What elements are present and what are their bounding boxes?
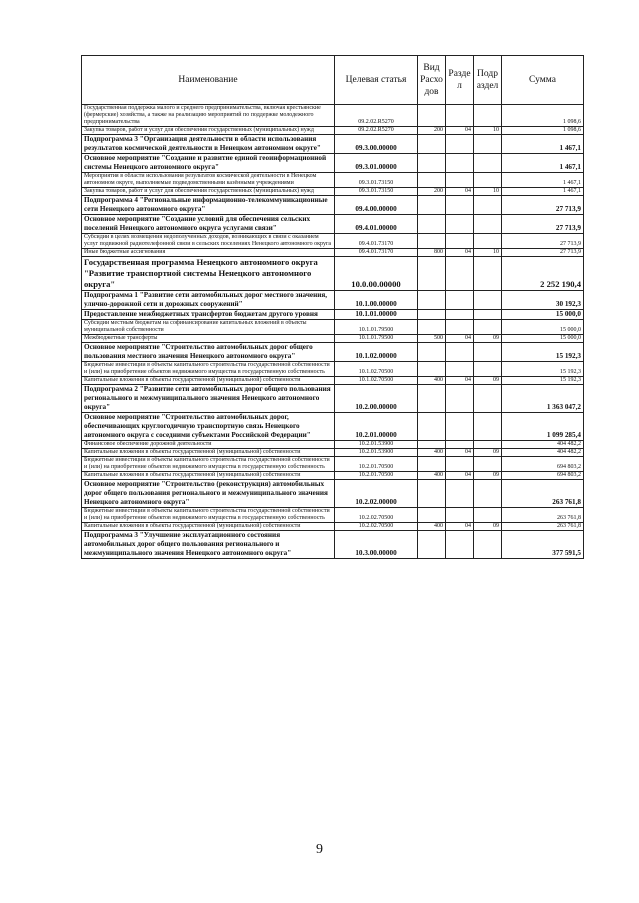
row-subsection [474, 173, 502, 188]
row-sum: 1 363 047,2 [502, 385, 584, 413]
row-sum: 1 098,6 [502, 127, 584, 135]
table-row [82, 480, 584, 508]
row-section: 04 [446, 523, 474, 531]
row-subsection [474, 457, 502, 472]
row-section [446, 508, 474, 523]
row-target: 10.1.01.79500 [335, 335, 418, 343]
row-type [418, 291, 446, 310]
row-sum: 15 000,0 [502, 335, 584, 343]
row-name: Основное мероприятие "Создание условий для обеспечения сельских поселений Ненецкого автономного округа услугами связи" [82, 215, 335, 234]
header-subsection: Подр аздел [474, 56, 502, 105]
table-row [82, 320, 584, 335]
row-sum: 1 467,1 [502, 188, 584, 196]
row-subsection [474, 291, 502, 310]
row-name: Подпрограмма 3 "Улучшение эксплуатационного состояния автомобильных дорог общего пользования регионального и межмуниципального значения Ненецкого автономного округа" [82, 531, 335, 559]
page-number: 9 [316, 842, 323, 857]
row-sum: 15 192,3 [502, 362, 584, 377]
row-section [446, 196, 474, 215]
row-section [446, 457, 474, 472]
row-target: 09.4.00.00000 [335, 196, 418, 215]
row-section: 04 [446, 127, 474, 135]
table-row [82, 310, 584, 320]
row-target: 09.3.01.73150 [335, 173, 418, 188]
table-row [82, 531, 584, 559]
row-sum: 263 761,8 [502, 523, 584, 531]
row-section: 04 [446, 377, 474, 385]
row-subsection [474, 441, 502, 449]
row-name: Государственная поддержка малого и среднего предпринимательства, включая крестьянские (фермерские) хозяйства, а также на реализацию мероприятий по поддержке молодежного предпринимательства [82, 105, 335, 127]
row-subsection [474, 135, 502, 154]
row-subsection [474, 413, 502, 441]
table-row [82, 249, 584, 257]
row-subsection [474, 531, 502, 559]
row-sum: 15 192,3 [502, 343, 584, 362]
row-type [418, 310, 446, 320]
table-row [82, 377, 584, 385]
row-name: Капитальные вложения в объекты государственной (муниципальной) собственности [82, 377, 335, 385]
row-name: Подпрограмма 1 "Развитие сети автомобильных дорог местного значения, улично-дорожной сети и дорожных сооружений" [82, 291, 335, 310]
row-section [446, 310, 474, 320]
row-name: Закупка товаров, работ и услуг для обеспечения государственных (муниципальных) нужд [82, 127, 335, 135]
row-name: Подпрограмма 3 "Организация деятельности в области использования результатов космической деятельности в Ненецком автономном округе" [82, 135, 335, 154]
row-type [418, 441, 446, 449]
row-subsection [474, 196, 502, 215]
row-type [418, 173, 446, 188]
row-type: 200 [418, 127, 446, 135]
row-target: 09.4.01.00000 [335, 215, 418, 234]
row-section [446, 234, 474, 249]
row-sum: 15 000,0 [502, 320, 584, 335]
row-name: Бюджетные инвестиции в объекты капитального строительства государственной собственности и (или) на приобретение объектов недвижимого имущества в государственную собственность [82, 457, 335, 472]
row-target: 10.2.01.53900 [335, 449, 418, 457]
table-row [82, 343, 584, 362]
row-type [418, 343, 446, 362]
row-target: 09.3.01.73150 [335, 188, 418, 196]
row-target: 09.2.02.R5270 [335, 105, 418, 127]
row-target: 10.2.01.53900 [335, 441, 418, 449]
row-subsection [474, 385, 502, 413]
row-section: 04 [446, 449, 474, 457]
row-name: Закупка товаров, работ и услуг для обеспечения государственных (муниципальных) нужд [82, 188, 335, 196]
row-target: 10.2.02.00000 [335, 480, 418, 508]
row-target: 09.3.01.00000 [335, 154, 418, 173]
row-target: 10.1.00.00000 [335, 291, 418, 310]
row-type: 400 [418, 472, 446, 480]
row-section [446, 105, 474, 127]
header-target: Целевая статья [335, 56, 418, 105]
row-subsection: 10 [474, 249, 502, 257]
row-subsection [474, 343, 502, 362]
row-sum: 1 467,1 [502, 173, 584, 188]
row-name: Иные бюджетные ассигнования [82, 249, 335, 257]
row-target: 10.3.00.00000 [335, 531, 418, 559]
table-row [82, 441, 584, 449]
row-name: Субсидии местным бюджетам на софинансирование капитальных вложений в объекты муниципальной собственности [82, 320, 335, 335]
row-target: 09.3.00.00000 [335, 135, 418, 154]
row-target: 09.4.01.73170 [335, 234, 418, 249]
row-section: 04 [446, 472, 474, 480]
table-row [82, 413, 584, 441]
row-sum: 27 713,9 [502, 215, 584, 234]
table-row [82, 291, 584, 310]
row-section [446, 531, 474, 559]
row-name: Бюджетные инвестиции в объекты капитального строительства государственной собственности и (или) на приобретение объектов недвижимого имущества в государственную собственность [82, 362, 335, 377]
row-type [418, 531, 446, 559]
table-row [82, 105, 584, 127]
row-subsection [474, 362, 502, 377]
row-type [418, 196, 446, 215]
row-type: 400 [418, 449, 446, 457]
row-subsection [474, 234, 502, 249]
row-sum: 1 467,1 [502, 154, 584, 173]
row-subsection [474, 320, 502, 335]
budget-table [81, 55, 584, 559]
row-name: Бюджетные инвестиции в объекты капитального строительства государственной собственности и (или) на приобретение объектов недвижимого имущества в государственную собственность [82, 508, 335, 523]
row-name: Предоставление межбюджетных трансфертов бюджетам другого уровня [82, 310, 335, 320]
row-section [446, 215, 474, 234]
table-body [82, 105, 584, 559]
row-subsection: 09 [474, 335, 502, 343]
row-sum: 2 252 190,4 [502, 257, 584, 291]
row-type [418, 508, 446, 523]
row-subsection [474, 215, 502, 234]
table-row [82, 215, 584, 234]
row-name: Капитальные вложения в объекты государственной (муниципальной) собственности [82, 472, 335, 480]
table-row [82, 508, 584, 523]
row-sum: 1 467,1 [502, 135, 584, 154]
table-row [82, 335, 584, 343]
row-type [418, 413, 446, 441]
row-type [418, 320, 446, 335]
row-target: 10.1.02.70500 [335, 362, 418, 377]
row-type: 800 [418, 249, 446, 257]
row-target: 10.1.01.79500 [335, 320, 418, 335]
row-subsection [474, 310, 502, 320]
row-type [418, 105, 446, 127]
table-row [82, 523, 584, 531]
row-section [446, 480, 474, 508]
row-section [446, 413, 474, 441]
table-row [82, 257, 584, 291]
row-subsection: 09 [474, 449, 502, 457]
header-name: Наименование [82, 56, 335, 105]
row-sum: 263 761,8 [502, 508, 584, 523]
row-target: 10.2.00.00000 [335, 385, 418, 413]
row-type: 500 [418, 335, 446, 343]
table-row [82, 196, 584, 215]
table-header-row [82, 56, 584, 105]
table-row [82, 472, 584, 480]
row-sum: 30 192,3 [502, 291, 584, 310]
row-type [418, 480, 446, 508]
row-subsection [474, 105, 502, 127]
row-type: 200 [418, 188, 446, 196]
row-sum: 404 482,2 [502, 441, 584, 449]
row-subsection: 09 [474, 377, 502, 385]
row-sum: 27 713,9 [502, 196, 584, 215]
row-sum: 15 192,3 [502, 377, 584, 385]
row-type [418, 154, 446, 173]
row-subsection [474, 257, 502, 291]
row-section: 04 [446, 188, 474, 196]
row-target: 10.2.01.70500 [335, 472, 418, 480]
row-target: 09.4.01.73170 [335, 249, 418, 257]
header-sum: Сумма [502, 56, 584, 105]
header-type: Вид Расхо дов [418, 56, 446, 105]
row-section [446, 441, 474, 449]
row-section [446, 320, 474, 335]
table-row [82, 449, 584, 457]
row-target: 10.1.02.00000 [335, 343, 418, 362]
row-target: 10.0.00.00000 [335, 257, 418, 291]
row-type [418, 457, 446, 472]
row-subsection [474, 154, 502, 173]
row-name: Основное мероприятие "Строительство (реконструкция) автомобильных дорог общего пользования регионального и межмуниципального значения Ненецкого автономного округа" [82, 480, 335, 508]
row-subsection: 10 [474, 188, 502, 196]
row-target: 10.1.02.70500 [335, 377, 418, 385]
row-type [418, 215, 446, 234]
row-name: Подпрограмма 2 "Развитие сети автомобильных дорог общего пользования регионального и межмуниципального значения Ненецкого автономного округа" [82, 385, 335, 413]
row-name: Межбюджетные трансферты [82, 335, 335, 343]
row-section: 04 [446, 249, 474, 257]
header-section: Разде л [446, 56, 474, 105]
row-subsection [474, 508, 502, 523]
row-sum: 694 803,2 [502, 457, 584, 472]
row-name: Субсидии в целях возмещения недополученных доходов, возникающих в связи с оказанием услуг подвижной радиотелефонной связи в сельских поселениях Ненецкого автономного округа [82, 234, 335, 249]
row-type [418, 135, 446, 154]
row-name: Капитальные вложения в объекты государственной (муниципальной) собственности [82, 449, 335, 457]
row-target: 10.2.01.00000 [335, 413, 418, 441]
table-row [82, 154, 584, 173]
row-sum: 263 761,8 [502, 480, 584, 508]
row-sum: 1 099 285,4 [502, 413, 584, 441]
row-section [446, 173, 474, 188]
row-sum: 1 098,6 [502, 105, 584, 127]
row-type [418, 362, 446, 377]
row-section [446, 385, 474, 413]
table-row [82, 457, 584, 472]
row-type [418, 385, 446, 413]
row-section [446, 362, 474, 377]
row-subsection: 09 [474, 472, 502, 480]
row-name: Мероприятия в области использования результатов космической деятельности в Ненецком автономном округе, выполняемые подведомственными казёнными учреждениями [82, 173, 335, 188]
row-section [446, 343, 474, 362]
table-row [82, 385, 584, 413]
row-sum: 404 482,2 [502, 449, 584, 457]
table-row [82, 188, 584, 196]
row-sum: 27 713,9 [502, 234, 584, 249]
row-name: Основное мероприятие "Строительство автомобильных дорог общего пользования местного значения Ненецкого автономного округа" [82, 343, 335, 362]
row-subsection [474, 480, 502, 508]
row-name: Финансовое обеспечение дорожной деятельности [82, 441, 335, 449]
row-name: Подпрограмма 4 "Региональные информационно-телекоммуникационные сети Ненецкого автономного округа" [82, 196, 335, 215]
row-subsection: 10 [474, 127, 502, 135]
row-type [418, 234, 446, 249]
row-sum: 694 803,2 [502, 472, 584, 480]
row-target: 10.1.01.00000 [335, 310, 418, 320]
row-subsection: 09 [474, 523, 502, 531]
row-sum: 377 591,5 [502, 531, 584, 559]
row-target: 09.2.02.R5270 [335, 127, 418, 135]
row-type: 400 [418, 377, 446, 385]
row-sum: 15 000,0 [502, 310, 584, 320]
row-section [446, 154, 474, 173]
table-row [82, 362, 584, 377]
row-name: Основное мероприятие "Строительство автомобильных дорог, обеспечивающих круглогодичную транспортную связь Ненецкого автономного округа с соседними субъектами Российской Федерации" [82, 413, 335, 441]
table-row [82, 173, 584, 188]
table-row [82, 135, 584, 154]
row-name: Государственная программа Ненецкого автономного округа "Развитие транспортной системы Ненецкого автономного округа" [82, 257, 335, 291]
row-type: 400 [418, 523, 446, 531]
row-type [418, 257, 446, 291]
row-name: Капитальные вложения в объекты государственной (муниципальной) собственности [82, 523, 335, 531]
row-section: 04 [446, 335, 474, 343]
row-target: 10.2.02.70500 [335, 508, 418, 523]
row-name: Основное мероприятие "Создание и развитие единой геоинформационной системы Ненецкого автономного округа" [82, 154, 335, 173]
table-row [82, 127, 584, 135]
table-row [82, 234, 584, 249]
row-section [446, 257, 474, 291]
row-target: 10.2.01.70500 [335, 457, 418, 472]
row-section [446, 135, 474, 154]
row-section [446, 291, 474, 310]
row-sum: 27 713,9 [502, 249, 584, 257]
row-target: 10.2.02.70500 [335, 523, 418, 531]
